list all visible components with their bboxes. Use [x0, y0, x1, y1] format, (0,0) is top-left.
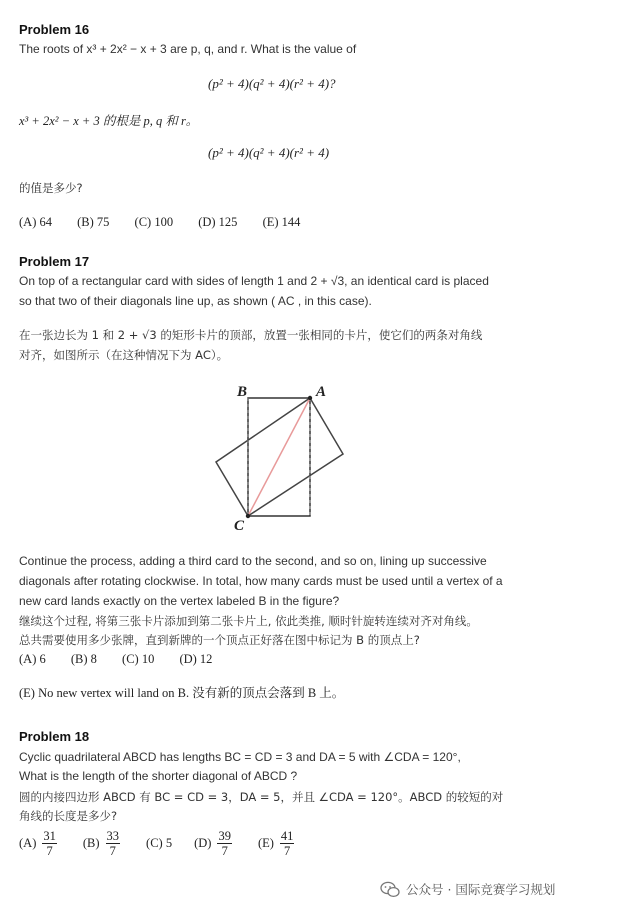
choice-b: (B) 75 [77, 215, 110, 229]
problem-16-expression-question: (p² + 4)(q² + 4)(r² + 4)? [208, 76, 336, 91]
choice-e-label: (E) [257, 836, 274, 850]
problem-17-choices [19, 652, 234, 667]
choice-a: (A) 64 [19, 215, 52, 229]
problem-17-zh-line-3: 继续这个过程, 将第三张卡片添加到第二张卡片上, 依此类推, 顺时针旋转连续对齐对角线。 [19, 614, 478, 628]
watermark [380, 880, 555, 898]
choice-e: (E) 144 [262, 215, 301, 229]
choice-d [194, 829, 236, 858]
choice-b: (B) 8 [70, 652, 97, 666]
choice-a-fraction [42, 829, 57, 858]
choice-d: (D) 12 [179, 652, 213, 666]
choice-a [19, 829, 61, 858]
problem-18-line-1: Cyclic quadrilateral ABCD has lengths BC = CD = 3 and DA = 5 with ∠CDA = 120°, [19, 750, 461, 764]
choice-d-denominator: 7 [221, 844, 228, 858]
choice-e-numerator: 41 [280, 829, 294, 843]
choice-d-fraction [217, 829, 232, 858]
choice-c [146, 836, 172, 851]
choice-a-label: (A) [19, 836, 37, 850]
problem-18-zh-line-2: 角线的长度是多少? [19, 809, 118, 823]
problem-16-statement: The roots of x³ + 2x² − x + 3 are p, q, and r. What is the value of [19, 42, 357, 56]
choice-b [83, 829, 124, 858]
problem-17-line-5: new card lands exactly on the vertex labeled B in the figure? [19, 594, 340, 608]
problem-18-line-2: What is the length of the shorter diagonal of ABCD ? [19, 769, 298, 783]
problem-17-line-3: Continue the process, adding a third card to the second, and so on, lining up successive [19, 554, 487, 568]
vertex-c-point [246, 514, 250, 518]
problem-17-title: Problem 17 [19, 254, 90, 269]
choice-a-numerator: 31 [43, 829, 56, 843]
choice-b-numerator: 33 [106, 829, 120, 843]
problem-17-line-4: diagonals after rotating clockwise. In total, how many cards must be used until a vertex of a [19, 574, 503, 588]
choice-d-numerator: 39 [218, 829, 231, 843]
watermark-text: 公众号 · 国际竞赛学习规划 [406, 882, 556, 897]
wechat-icon [380, 881, 400, 898]
problem-16-expression: (p² + 4)(q² + 4)(r² + 4) [208, 145, 330, 160]
problem-17-line-2: so that two of their diagonals line up, as shown ( AC , in this case). [19, 294, 372, 308]
choice-b-fraction [106, 829, 121, 858]
choice-e-denominator: 7 [284, 844, 291, 858]
vertex-b-label: B [237, 384, 248, 400]
choice-c-label: (C) 5 [146, 836, 173, 850]
vertex-a-point [308, 396, 312, 400]
cards-diagram [200, 378, 360, 538]
problem-18-choices [19, 829, 320, 858]
diagonal-ac [248, 398, 310, 516]
vertex-c-label: C [234, 518, 245, 534]
choice-d: (D) 125 [198, 215, 238, 229]
problem-18-title: Problem 18 [19, 729, 90, 744]
problem-17-line-1: On top of a rectangular card with sides of length 1 and 2 + √3, an identical card is placed [19, 274, 489, 288]
problem-17-zh-line-1: 在一张边长为 1 和 2 + √3 的矩形卡片的顶部，放置一张相同的卡片，使它们的两条对角线 [19, 328, 483, 342]
problem-17-choice-e: (E) No new vertex will land on B. 没有新的顶点会落到 B 上。 [19, 686, 345, 700]
choice-a: (A) 6 [19, 652, 46, 666]
problem-17-zh-line-2: 对齐，如图所示（在这种情况下为 AC）。 [19, 348, 229, 362]
choice-c: (C) 100 [134, 215, 174, 229]
problem-16-choices [19, 215, 322, 230]
choice-b-label: (B) [82, 836, 100, 850]
vertex-a-label: A [316, 384, 327, 400]
choice-e [258, 829, 298, 858]
problem-17-zh-line-4: 总共需要使用多少张牌，直到新牌的一个顶点正好落在图中标记为 B 的顶点上? [19, 633, 420, 647]
choice-a-denominator: 7 [46, 844, 53, 858]
choice-c: (C) 10 [122, 652, 155, 666]
choice-b-denominator: 7 [109, 844, 116, 858]
problem-18-zh-line-1: 圆的内接四边形 ABCD 有 BC = CD = 3，DA = 5，并且 ∠CDA = 120°。ABCD 的较短的对 [19, 790, 504, 804]
problem-16-question-zh: 的值是多少? [19, 181, 83, 195]
problem-16-title: Problem 16 [19, 22, 90, 37]
problem-16-statement-zh: x³ + 2x² − x + 3 的根是 p, q 和 r。 [19, 114, 199, 128]
choice-e-fraction [280, 829, 295, 858]
choice-d-label: (D) [194, 836, 212, 850]
